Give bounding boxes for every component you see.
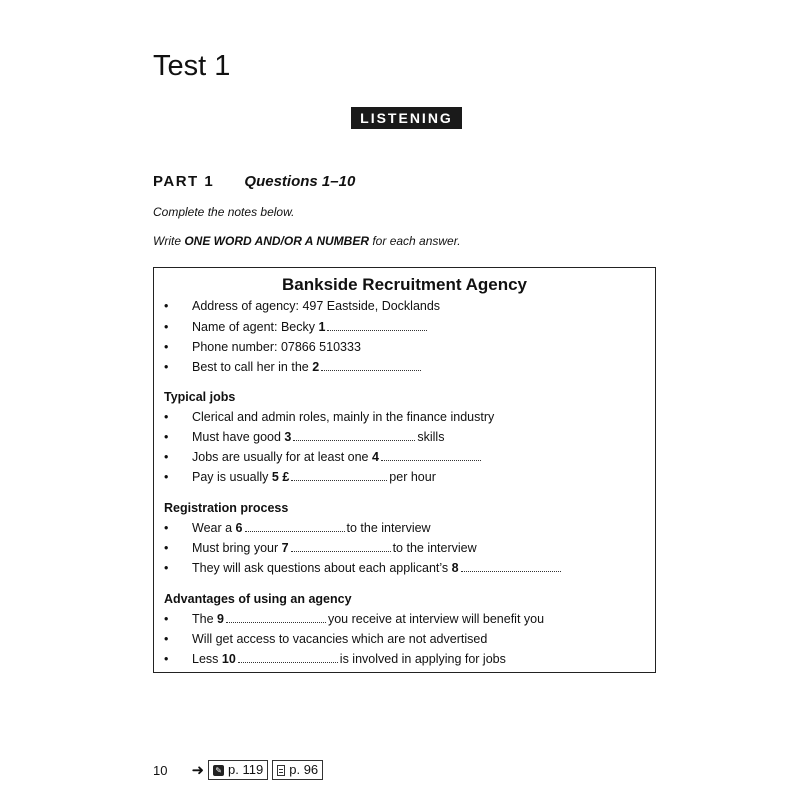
note-text: Less	[192, 652, 222, 666]
note-item	[164, 470, 436, 484]
note-text: you receive at interview will benefit you	[327, 612, 545, 626]
note-text: Address of agency: 497 Eastside, Docklands	[192, 299, 441, 313]
note-text: Best to call her in the	[192, 360, 313, 374]
question-number: 9	[217, 612, 224, 626]
note-text: Must have good	[192, 430, 285, 444]
note-text: Jobs are usually for at least one	[192, 450, 372, 464]
note-text: The	[192, 612, 218, 626]
bullet-icon: •	[164, 410, 169, 424]
page-number: 10	[153, 762, 168, 778]
note-text: per hour	[389, 470, 436, 484]
section-heading: Advantages of using an agency	[164, 592, 352, 606]
bullet-icon: •	[164, 360, 169, 374]
section-heading: Typical jobs	[164, 390, 236, 404]
note-text: Phone number: 07866 510333	[192, 340, 361, 354]
note-text: Name of agent: Becky	[192, 320, 319, 334]
bullet-icon: •	[164, 299, 169, 313]
bullet-icon: •	[164, 430, 169, 444]
question-number: 2	[312, 360, 320, 374]
answer-blank[interactable]	[327, 329, 427, 331]
notes-title: Bankside Recruitment Agency	[282, 275, 527, 294]
answer-blank[interactable]	[321, 369, 421, 371]
page-footer	[153, 760, 327, 780]
instruction-2	[153, 234, 461, 248]
note-text: Pay is usually	[192, 470, 272, 484]
note-text: is involved in applying for jobs	[339, 652, 506, 666]
bullet-icon: •	[164, 320, 169, 334]
notes-box	[153, 267, 656, 673]
bullet-icon: •	[164, 470, 169, 484]
note-text: skills	[417, 430, 445, 444]
note-item	[164, 561, 563, 575]
part-label: PART 1	[153, 173, 215, 190]
answer-key-reference[interactable]	[208, 760, 268, 780]
bullet-icon: •	[164, 541, 169, 555]
answer-blank[interactable]	[461, 570, 561, 572]
part-heading	[153, 173, 355, 190]
note-item	[164, 652, 506, 666]
bullet-icon: •	[164, 561, 169, 575]
reference-text: p. 119	[228, 762, 264, 777]
instruction-2-post: for each answer.	[369, 234, 461, 248]
note-item	[164, 612, 544, 626]
bullet-icon: •	[164, 521, 169, 535]
question-number: 1	[318, 320, 326, 334]
answer-blank[interactable]	[291, 550, 391, 552]
question-number: 10	[221, 652, 236, 666]
note-item	[164, 450, 483, 464]
note-item	[164, 410, 494, 424]
answer-blank[interactable]	[226, 621, 326, 623]
bullet-icon: •	[164, 632, 169, 646]
note-item	[164, 430, 444, 444]
section-badge: LISTENING	[351, 107, 462, 129]
bullet-icon: •	[164, 450, 169, 464]
note-item	[164, 340, 361, 354]
question-number: 4	[371, 450, 379, 464]
section-heading: Registration process	[164, 501, 289, 515]
reference-text: p. 96	[289, 762, 319, 777]
answer-blank[interactable]	[238, 661, 338, 663]
instruction-1: Complete the notes below.	[153, 205, 295, 219]
question-number: 7	[281, 541, 289, 555]
question-number: 6	[235, 521, 243, 535]
page-title: Test 1	[153, 50, 231, 82]
instruction-2-pre: Write	[153, 234, 185, 248]
note-text: They will ask questions about each applicant’s	[192, 561, 452, 575]
question-number: 5 £	[271, 470, 290, 484]
question-number: 3	[284, 430, 292, 444]
note-item	[164, 521, 431, 535]
bullet-icon: •	[164, 652, 169, 666]
answer-blank[interactable]	[291, 479, 387, 481]
answer-key-icon: ✎	[213, 765, 224, 776]
bullet-icon: •	[164, 340, 169, 354]
instruction-2-bold: ONE WORD AND/OR A NUMBER	[184, 234, 370, 248]
answer-blank[interactable]	[293, 439, 415, 441]
arrow-icon: ➜	[191, 762, 205, 779]
answer-blank[interactable]	[245, 530, 345, 532]
note-text: Will get access to vacancies which are not advertised	[192, 632, 488, 646]
note-text: Must bring your	[192, 541, 282, 555]
note-item	[164, 541, 477, 555]
document-icon	[277, 765, 285, 776]
bullet-icon: •	[164, 612, 169, 626]
note-item	[164, 632, 487, 646]
questions-range: Questions 1–10	[244, 173, 356, 190]
note-item	[164, 360, 423, 374]
question-number: 8	[451, 561, 459, 575]
note-text: to the interview	[392, 541, 477, 555]
note-item	[164, 320, 429, 334]
note-text: Wear a	[192, 521, 236, 535]
note-text: Clerical and admin roles, mainly in the finance industry	[192, 410, 495, 424]
note-text: to the interview	[346, 521, 431, 535]
answer-blank[interactable]	[381, 459, 481, 461]
note-item	[164, 299, 440, 313]
transcript-reference[interactable]	[272, 760, 323, 780]
